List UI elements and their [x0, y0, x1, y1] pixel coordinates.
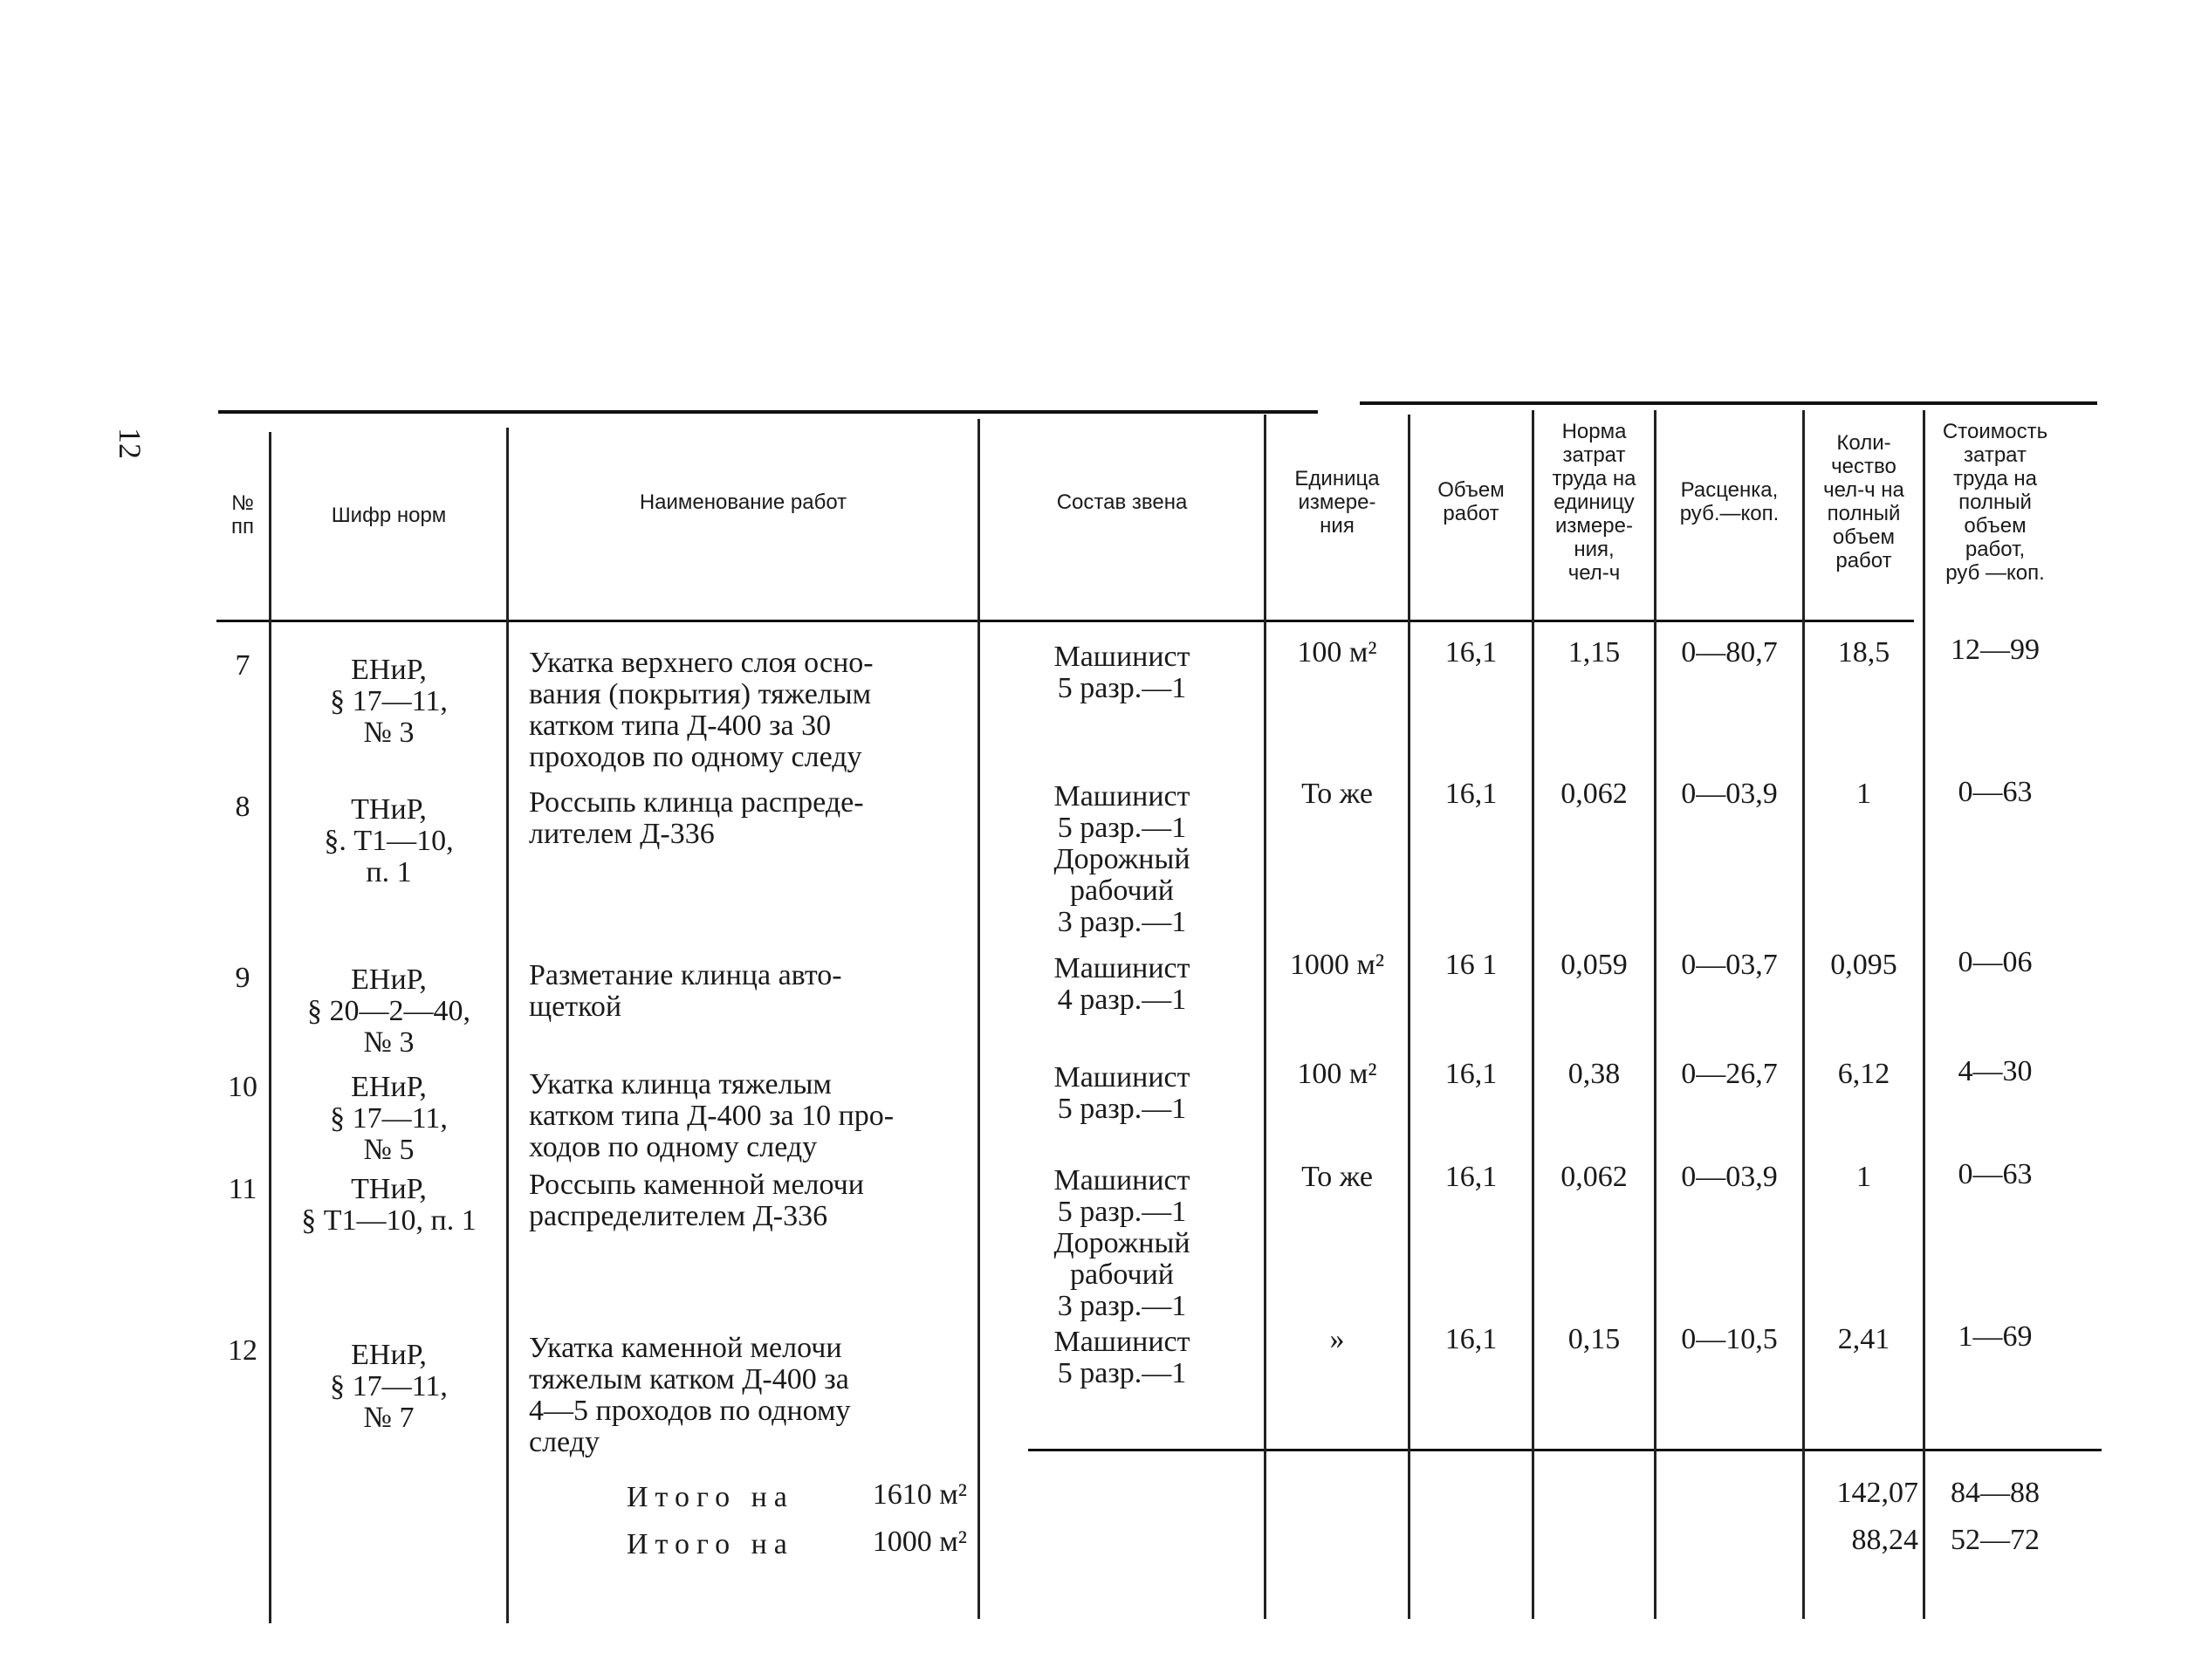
row-crew: Машинист 4 разр.—1 — [1053, 952, 1190, 1016]
row-code: ЕНиР, § 17—11, № 5 — [330, 1071, 448, 1166]
row-rate: 0—03,9 — [1681, 778, 1778, 810]
row-unit: 100 м² — [1297, 1058, 1377, 1090]
row-name: Укатка клинца тяжелым катком типа Д-400 за 10 про- ходов по одному следу — [529, 1068, 895, 1163]
header-crew: Состав звена — [1056, 490, 1188, 514]
row-labor: 18,5 — [1837, 636, 1890, 669]
row-unit: 1000 м² — [1289, 949, 1385, 981]
header-volume: Объем работ — [1437, 478, 1505, 525]
header-num: № пп — [231, 491, 254, 538]
total-label: Итого на — [627, 1481, 794, 1513]
row-norm: 1,15 — [1567, 636, 1621, 669]
row-crew: Машинист 5 разр.—1 — [1053, 641, 1190, 704]
row-unit: То же — [1301, 1161, 1373, 1193]
table-top-rule-right — [1360, 401, 2097, 405]
row-volume: 16,1 — [1444, 636, 1498, 669]
row-code: ЕНиР, § 17—11, № 3 — [330, 654, 448, 749]
row-norm: 0,059 — [1560, 949, 1628, 981]
row-num: 12 — [228, 1334, 257, 1367]
row-crew: Машинист 5 разр.—1 Дорожный рабочий 3 разр.—1 — [1053, 780, 1190, 938]
header-labor: Коли- чество чел-ч на полный объем работ — [1823, 431, 1904, 573]
row-name: Россыпь каменной мелочи распределителем Д-336 — [529, 1169, 864, 1232]
header-unit: Единица измере- ния — [1294, 466, 1380, 538]
total-label: Итого на — [627, 1528, 794, 1560]
row-labor: 6,12 — [1837, 1058, 1890, 1090]
row-cost: 1—69 — [1958, 1320, 2033, 1353]
total-labor: 88,24 — [1851, 1524, 1918, 1556]
row-volume: 16,1 — [1444, 1161, 1498, 1193]
row-volume: 16,1 — [1444, 1323, 1498, 1355]
row-unit: То же — [1301, 778, 1373, 810]
col-line — [506, 428, 509, 1623]
row-norm: 0,15 — [1567, 1323, 1621, 1355]
row-code: ЕНиР, § 20—2—40, № 3 — [307, 963, 470, 1059]
row-name: Разметание клинца авто- щеткой — [529, 959, 842, 1023]
row-rate: 0—03,9 — [1681, 1161, 1778, 1193]
row-crew: Машинист 5 разр.—1 Дорожный рабочий 3 разр.—1 — [1053, 1164, 1190, 1322]
col-line — [977, 419, 980, 1619]
row-code: ЕНиР, § 17—11, № 7 — [330, 1339, 448, 1434]
row-cost: 4—30 — [1958, 1055, 2033, 1087]
row-cost: 0—63 — [1958, 1158, 2033, 1190]
table-top-rule-left — [218, 410, 1318, 414]
row-num: 10 — [228, 1071, 257, 1103]
row-rate: 0—10,5 — [1681, 1323, 1778, 1355]
row-crew: Машинист 5 разр.—1 — [1053, 1326, 1190, 1389]
row-name: Укатка верхнего слоя осно- вания (покрытия) тяжелым катком типа Д-400 за 30 проходов по одному следу — [529, 647, 874, 773]
total-cost: 52—72 — [1951, 1524, 2040, 1556]
row-cost: 0—06 — [1958, 946, 2033, 978]
col-line — [1654, 410, 1656, 1619]
header-rate: Расценка, руб.—коп. — [1679, 478, 1780, 525]
row-num: 7 — [235, 649, 250, 682]
row-volume: 16,1 — [1444, 778, 1498, 810]
row-cost: 0—63 — [1958, 776, 2033, 808]
row-norm: 0,38 — [1567, 1058, 1621, 1090]
total-cost: 84—88 — [1951, 1477, 2040, 1509]
header-code: Шифр норм — [331, 503, 447, 527]
row-code: ТНиР, § Т1—10, п. 1 — [301, 1173, 477, 1237]
row-labor: 1 — [1856, 1161, 1871, 1193]
total-area: 1610 м² — [872, 1478, 967, 1511]
row-norm: 0,062 — [1560, 778, 1628, 810]
totals-rule — [1028, 1449, 2102, 1451]
row-num: 8 — [235, 791, 250, 823]
row-norm: 0,062 — [1560, 1161, 1628, 1193]
row-num: 11 — [228, 1173, 257, 1205]
total-labor: 142,07 — [1836, 1477, 1918, 1509]
row-unit: 100 м² — [1297, 636, 1377, 669]
header-cost: Стоимость затрат труда на полный объем работ, руб —коп. — [1942, 419, 2048, 585]
row-volume: 16,1 — [1444, 1058, 1498, 1090]
row-rate: 0—80,7 — [1681, 636, 1778, 669]
col-line — [1264, 415, 1266, 1619]
row-rate: 0—03,7 — [1681, 949, 1778, 981]
row-labor: 1 — [1856, 778, 1871, 810]
row-crew: Машинист 5 разр.—1 — [1053, 1061, 1190, 1125]
header-norm: Норма затрат труда на единицу измере- ния, чел-ч — [1552, 419, 1636, 585]
col-line — [1532, 410, 1534, 1619]
row-cost: 12—99 — [1951, 634, 2040, 666]
col-line — [1802, 410, 1805, 1619]
row-unit: » — [1329, 1323, 1345, 1355]
col-line — [1923, 410, 1925, 1619]
row-num: 9 — [235, 962, 250, 994]
header-name: Наименование работ — [639, 490, 847, 514]
row-name: Россыпь клинца распреде- лителем Д-336 — [529, 786, 864, 850]
row-labor: 0,095 — [1830, 949, 1897, 981]
total-area: 1000 м² — [872, 1526, 967, 1558]
row-name: Укатка каменной мелочи тяжелым катком Д-400 за 4—5 проходов по одному следу — [529, 1332, 851, 1458]
row-volume: 16 1 — [1444, 949, 1498, 981]
row-code: ТНиР, §. Т1—10, п. 1 — [324, 793, 454, 888]
col-line — [1408, 415, 1410, 1619]
row-rate: 0—26,7 — [1681, 1058, 1778, 1090]
header-bottom-rule — [216, 620, 1914, 622]
row-labor: 2,41 — [1837, 1323, 1890, 1355]
page-number: 12 — [113, 428, 147, 459]
